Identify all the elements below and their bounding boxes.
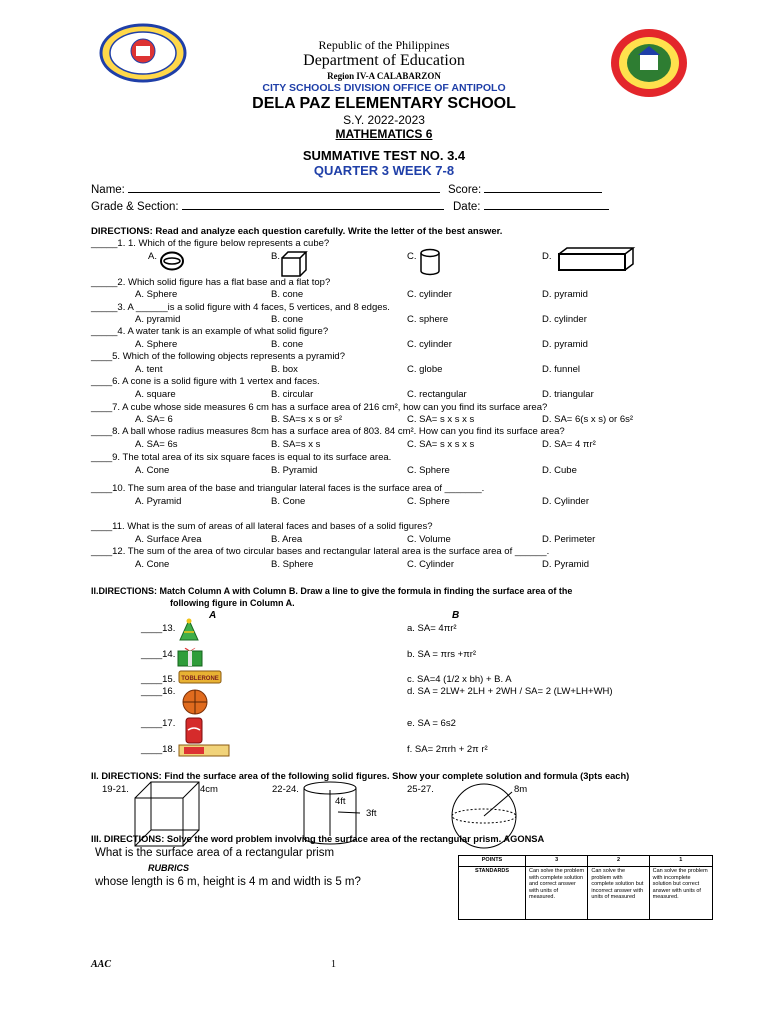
rubric-header-points: POINTS [459, 856, 526, 867]
q3-option-d: D. cylinder [542, 314, 587, 325]
q11-option-a: A. Surface Area [135, 534, 202, 545]
q5-option-a: A. tent [135, 364, 163, 375]
soda-can-icon [183, 715, 205, 745]
match-item-18: ____18. [141, 744, 176, 755]
date-label: Date: [453, 201, 481, 213]
q3-option-c: C. sphere [407, 314, 449, 325]
q4-option-d: D. pyramid [542, 339, 588, 350]
q1-option-a: A. [148, 251, 157, 262]
formula-c: c. SA=4 (1/2 x bh) + B. A [407, 674, 512, 685]
school-year: S.Y. 2022-2023 [343, 113, 425, 127]
formula-b: b. SA = πrs +πr² [407, 649, 477, 660]
score-label: Score: [448, 184, 482, 196]
rubric-cell-2: Can solve the problem with complete solution but incorrect answer with units of measured [588, 867, 649, 920]
q7-text: ____7. A cube whose side measures 6 cm has a surface area of 216 cm², how can you find its surface area? [91, 402, 548, 413]
division-line: CITY SCHOOLS DIVISION OFFICE OF ANTIPOLO [262, 82, 506, 94]
q10-option-b: B. Cone [271, 496, 306, 507]
q6-text: ____6. A cone is a solid figure with 1 vertex and faces. [91, 376, 320, 387]
q8-option-a: A. SA= 6s [135, 439, 178, 450]
party-hat-icon [178, 618, 200, 642]
q3-text: _____3. A ______is a solid figure with 4 faces, 5 vertices, and 8 edges. [91, 302, 390, 313]
grade-section-blank[interactable] [182, 199, 444, 210]
q3-option-a: A. pyramid [135, 314, 181, 325]
q6-option-c: C. rectangular [407, 389, 467, 400]
rubric-header-row [459, 856, 713, 867]
rubric-header-1: 1 [649, 856, 712, 867]
q12-option-c: C. Cylinder [407, 559, 454, 570]
q5-option-c: C. globe [407, 364, 443, 375]
score-field[interactable] [448, 182, 602, 196]
department-line: Department of Education [303, 52, 465, 69]
date-blank[interactable] [484, 199, 609, 210]
subject-title: MATHEMATICS 6 [335, 127, 433, 141]
formula-e: e. SA = 6s2 [407, 718, 456, 729]
q11-option-c: C. Volume [407, 534, 451, 545]
ellipse-shape-icon [160, 251, 184, 271]
rubric-cell-3: Can solve the problem with complete solution and correct answer with units of measured. [526, 867, 588, 920]
q4-text: _____4. A water tank is an example of what solid figure? [91, 326, 329, 337]
q5-option-b: B. box [271, 364, 298, 375]
q6-option-d: D. triangular [542, 389, 594, 400]
q7-option-c: C. SA= s x s x s [407, 414, 475, 425]
cylinder-height-label: 4ft [335, 796, 346, 807]
q4-option-b: B. cone [271, 339, 304, 350]
part3-directions: II. DIRECTIONS: Find the surface area of the following solid figures. Show your complete solution and formula (3pts each) [91, 771, 630, 781]
q1-option-c: C. [407, 251, 417, 262]
q12-option-b: B. Sphere [271, 559, 314, 570]
q10-option-c: C. Sphere [407, 496, 450, 507]
quarter-title: QUARTER 3 WEEK 7-8 [313, 163, 455, 178]
rubric-standards-label: STANDARDS [459, 867, 526, 920]
name-label: Name: [91, 184, 125, 196]
word-problem-line2: whose length is 6 m, height is 4 m and width is 5 m? [95, 876, 361, 888]
region-line: Region IV-A CALABARZON [327, 71, 441, 81]
fig1-number: 19-21. [102, 784, 129, 795]
rubric-table [458, 855, 713, 920]
rubric-cell-1: Can solve the problem with incomplete solution but correct answer with units of measured. [649, 867, 712, 920]
q8-option-b: B. SA=s x s [271, 439, 321, 450]
toblerone-label: TOBLERONE [181, 676, 219, 682]
q1-text: _____1. 1. Which of the figure below represents a cube? [91, 238, 330, 249]
rubrics-label: RUBRICS [148, 863, 190, 873]
q7-option-d: D. SA= 6(s x s) or 6s² [542, 414, 634, 425]
toblerone-icon [178, 668, 222, 686]
match-item-14: ____14. [141, 649, 176, 660]
q4-option-a: A. Sphere [135, 339, 178, 350]
date-field[interactable] [453, 199, 609, 213]
q8-option-d: D. SA= 4 πr² [542, 439, 596, 450]
test-title: SUMMATIVE TEST NO. 3.4 [302, 148, 466, 163]
name-blank[interactable] [128, 182, 440, 193]
grade-section-label: Grade & Section: [91, 201, 179, 213]
fig2-number: 22-24. [272, 784, 299, 795]
q11-text: ____11. What is the sum of areas of all lateral faces and bases of a solid figures? [91, 521, 433, 532]
cube-edge-label: 4cm [200, 784, 218, 795]
q12-option-d: D. Pyramid [542, 559, 589, 570]
q10-option-a: A. Pyramid [135, 496, 182, 507]
q9-option-d: D. Cube [542, 465, 577, 476]
q10-option-d: D. Cylinder [542, 496, 589, 507]
sphere-radius-label: 8m [514, 784, 528, 795]
matchbox-icon [178, 742, 230, 758]
q12-option-a: A. Cone [135, 559, 170, 570]
match-item-17: ____17. [141, 718, 176, 729]
cylinder-shape-icon [419, 248, 441, 276]
formula-d: d. SA = 2LW+ 2LH + 2WH / SA= 2 (LW+LH+WH) [407, 686, 613, 697]
q7-option-a: A. SA= 6 [135, 414, 173, 425]
part1-directions: DIRECTIONS: Read and analyze each question carefully. Write the letter of the best answer. [91, 226, 503, 237]
score-blank[interactable] [484, 182, 602, 193]
q9-option-c: C. Sphere [407, 465, 450, 476]
q5-option-d: D. funnel [542, 364, 581, 375]
q9-text: ____9. The total area of its six square faces is equal to its surface area. [91, 452, 392, 463]
footer-initials: AAC [91, 959, 112, 970]
word-problem-line1: What is the surface area of a rectangular prism [95, 847, 335, 859]
republic-line: Republic of the Philippines [318, 38, 450, 52]
q9-option-a: A. Cone [135, 465, 170, 476]
page-number: 1 [331, 959, 336, 970]
q1-option-b: B. [271, 251, 280, 262]
rubric-header-3: 3 [526, 856, 588, 867]
q11-option-d: D. Perimeter [542, 534, 596, 545]
q8-text: ____8. A ball whose radius measures 8cm has a surface area of 803. 84 cm². How can you find its surface area? [91, 426, 565, 437]
q1-option-d: D. [542, 251, 552, 262]
match-item-15: ____15. [141, 674, 176, 685]
q6-option-a: A. square [135, 389, 176, 400]
cube-shape-icon [280, 250, 308, 278]
match-item-16: ____16. [141, 686, 176, 697]
q12-text: ____12. The sum of the area of two circular bases and rectangular lateral area is the surface area of ______. [91, 546, 550, 557]
rectangular-prism-shape-icon [557, 246, 635, 272]
formula-a: a. SA= 4πr² [407, 623, 457, 634]
rubric-header-2: 2 [588, 856, 649, 867]
school-name: DELA PAZ ELEMENTARY SCHOOL [252, 95, 516, 112]
part2-directions-line2: following figure in Column A. [170, 598, 295, 608]
cylinder-radius-label: 3ft [366, 808, 377, 819]
q6-option-b: B. circular [271, 389, 314, 400]
q11-option-b: B. Area [271, 534, 303, 545]
gift-box-icon [176, 645, 204, 667]
part4-directions: III. DIRECTIONS: Solve the word problem involving the surface area of the rectangular prism. AGONSA [91, 834, 545, 844]
formula-f: f. SA= 2πrh + 2π r² [407, 744, 488, 755]
part2-directions-line1: II.DIRECTIONS: Match Column A with Column B. Draw a line to give the formula in finding the surface area of the [91, 586, 573, 596]
q2-option-a: A. Sphere [135, 289, 178, 300]
q7-option-b: B. SA=s x s or s² [271, 414, 343, 425]
q10-text: ____10. The sum area of the base and triangular lateral faces is the surface area of _______. [91, 483, 485, 494]
grade-section-field[interactable] [91, 199, 444, 213]
q3-option-b: B. cone [271, 314, 304, 325]
q5-text: ____5. Which of the following objects represents a pyramid? [91, 351, 345, 362]
column-b-header: B [452, 610, 460, 621]
q4-option-c: C. cylinder [407, 339, 452, 350]
fig3-number: 25-27. [407, 784, 434, 795]
match-item-13: ____13. [141, 623, 176, 634]
q9-option-b: B. Pyramid [271, 465, 318, 476]
q2-option-b: B. cone [271, 289, 304, 300]
name-field[interactable] [91, 182, 440, 196]
ball-icon [180, 688, 210, 716]
column-a-header: A [209, 610, 217, 621]
q2-text: _____2. Which solid figure has a flat base and a flat top? [91, 277, 331, 288]
q2-option-c: C. cylinder [407, 289, 452, 300]
q2-option-d: D. pyramid [542, 289, 588, 300]
q8-option-c: C. SA= s x s x s [407, 439, 475, 450]
rubric-standards-row [459, 867, 713, 920]
